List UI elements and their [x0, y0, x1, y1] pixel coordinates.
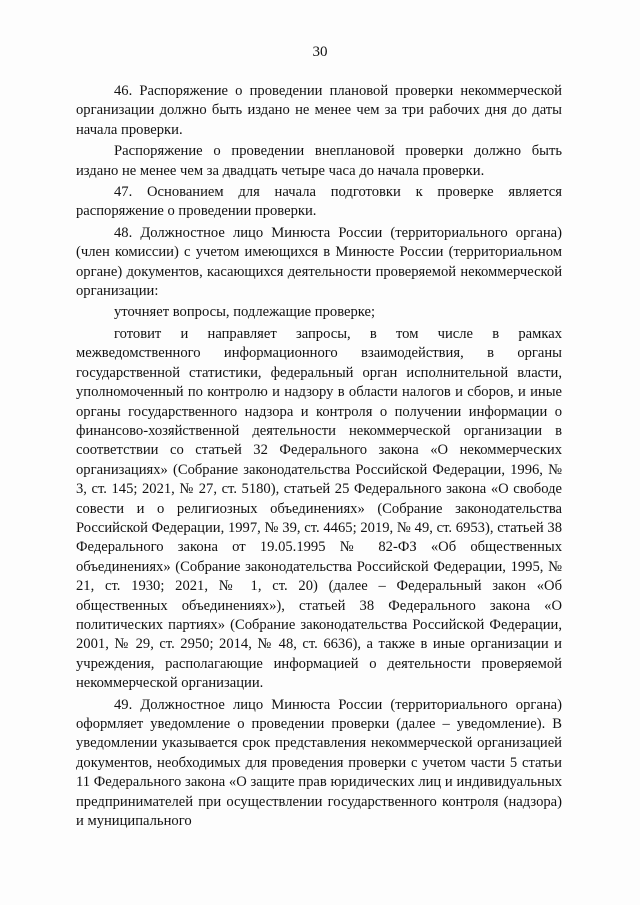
paragraph-prepares-requests: готовит и направляет запросы, в том числе в рамках межведомственного информационного взаимодействия, в органы государственной статистики, федеральный орган исполнительной власти, уполномоченный по контролю и надзору в области налогов и сборов, и иные органы государственного надзора и контроля о получении информации о финансово-хозяйственной деятельности некоммерческой организации в соответствии со статьей 32 Федерального закона «О некоммерческих организациях» (Собрание законодательства Российской Федерации, 1996, № 3, ст. 145; 2021, № 27, ст. 5180), статьей 25 Федерального закона «О свободе совести и о религиозных объединениях» (Собрание законодательства Российской Федерации, 1997, № 39, ст. 4465; 2019, № 49, ст. 6953), статьей 38 Федерального закона от 19.05.1995 № 82-ФЗ «Об общественных объединениях» (Собрание законодательства Российской Федерации, 1995, № 21, ст. 1930; 2021, № 1, ст. 20) (далее – Федеральный закон «Об общественных объединениях»), статьей 38 Федерального закона «О политических партиях» (Собрание законодательства Российской Федерации, 2001, № 29, ст. 2950; 2014, № 48, ст. 6636), а также в иные организации и учреждения, располагающие информацией о деятельности проверяемой некоммерческой организации.: [76, 325, 562, 692]
paragraph-46: 46. Распоряжение о проведении плановой проверки некоммерческой организации должно быть издано не менее чем за три рабочих дня до даты начала проверки.: [76, 83, 562, 138]
paragraph-48: 48. Должностное лицо Минюста России (территориального органа) (член комиссии) с учетом имеющихся в Минюсте России (территориальном органе) документов, касающихся деятельности проверяемой некоммерческой организации:: [76, 224, 562, 300]
paragraph-49: 49. Должностное лицо Минюста России (территориального органа) оформляет уведомление о проведении проверки (далее – уведомление). В уведомлении указывается срок представления некоммерческой организацией документов, необходимых для проведения проверки с учетом части 5 статьи 11 Федерального закона «О защите прав юридических лиц и индивидуальных предпринимателей при осуществлении государственного контроля (надзора) и муниципального: [76, 696, 562, 830]
paragraph-unplanned-inspection: Распоряжение о проведении внеплановой проверки должно быть издано не менее чем за двадцать четыре часа до начала проверки.: [76, 143, 562, 179]
document-body: [76, 82, 562, 831]
page-number: 30: [312, 44, 328, 60]
paragraph-47: 47. Основанием для начала подготовки к проверке является распоряжение о проведении проверки.: [76, 184, 562, 220]
paragraph-clarifies-questions: уточняет вопросы, подлежащие проверке;: [114, 304, 376, 321]
